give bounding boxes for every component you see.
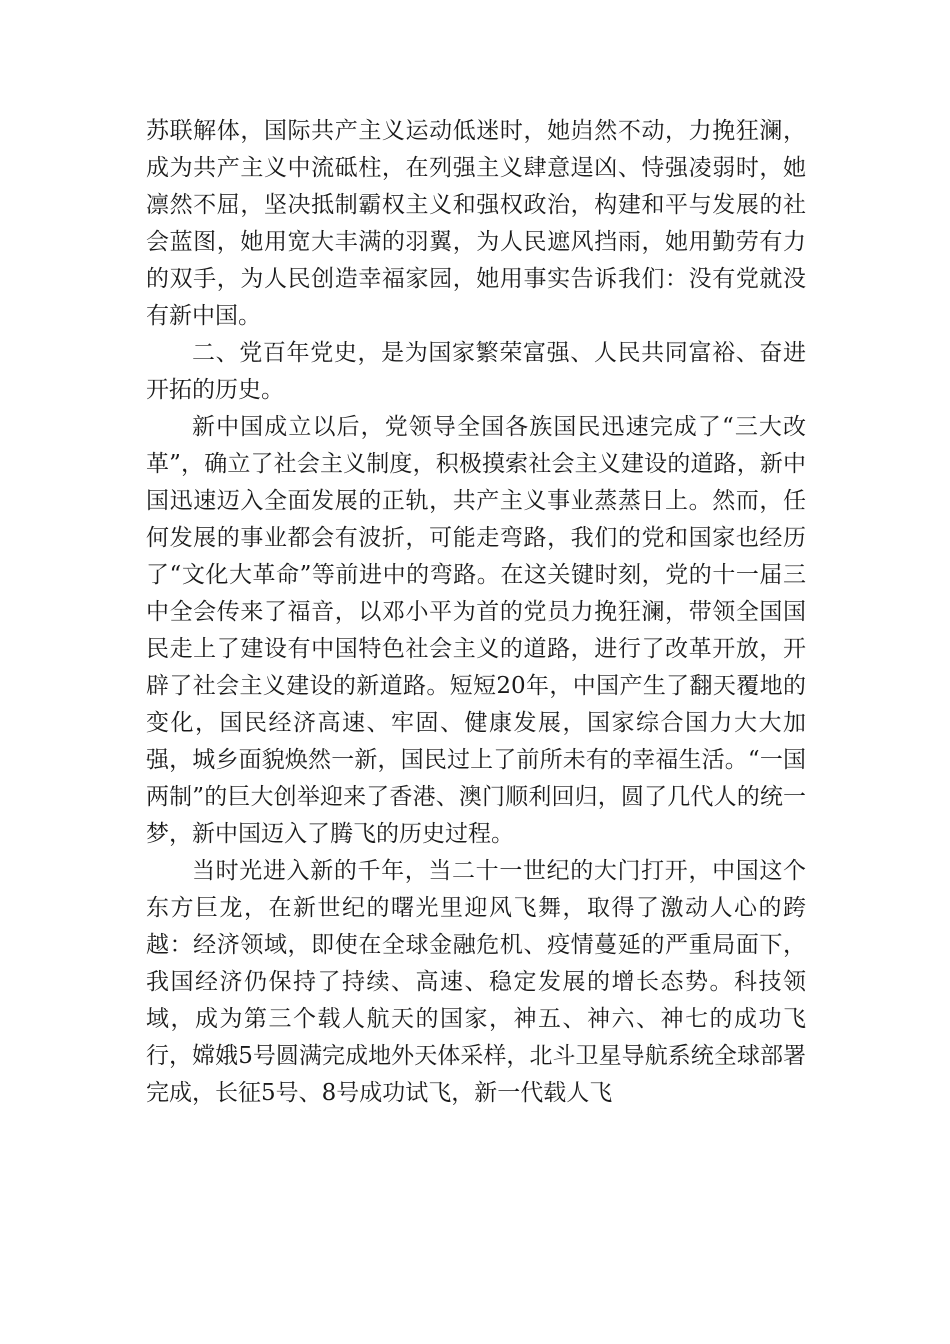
- paragraph-4: 当时光进入新的千年，当二十一世纪的大门打开，中国这个东方巨龙，在新世纪的曙光里迎风飞舞，取得了激动人心的跨越：经济领域，即使在全球金融危机、疫情蔓延的严重局面下，我国经济仍保持了持续、高速、稳定发展的增长态势。科技领域，成为第三个载人航天的国家，神五、神六、神七的成功飞行，嫦娥5号圆满完成地外天体采样，北斗卫星导航系统全球部署完成，长征5号、8号成功试飞，新一代载人飞: [146, 858, 806, 1106]
- document-body: [146, 113, 806, 1112]
- paragraph-2-section-heading: 二、党百年党史，是为国家繁荣富强、人民共同富裕、奋进开拓的历史。: [146, 340, 806, 403]
- paragraph-3: 新中国成立以后，党领导全国各族国民迅速完成了“三大改革”，确立了社会主义制度，积极摸索社会主义建设的道路，新中国迅速迈入全面发展的正轨，共产主义事业蒸蒸日上。然而，任何发展的事业都会有波折，可能走弯路，我们的党和国家也经历了“文化大革命”等前进中的弯路。在这关键时刻，党的十一届三中全会传来了福音，以邓小平为首的党员力挽狂澜，带领全国国民走上了建设有中国特色社会主义的道路，进行了改革开放，开辟了社会主义建设的新道路。短短20年，中国产生了翻天覆地的变化，国民经济高速、牢固、健康发展，国家综合国力大大加强，城乡面貌焕然一新，国民过上了前所未有的幸福生活。“一国两制”的巨大创举迎来了香港、澳门顺利回归，圆了几代人的统一梦，新中国迈入了腾飞的历史过程。: [146, 414, 806, 847]
- paragraph-1: 苏联解体，国际共产主义运动低迷时，她岿然不动，力挽狂澜，成为共产主义中流砥柱，在列强主义肆意逞凶、恃强凌弱时，她凛然不屈，坚决抵制霸权主义和强权政治，构建和平与发展的社会蓝图，她用宽大丰满的羽翼，为人民遮风挡雨，她用勤劳有力的双手，为人民创造幸福家园，她用事实告诉我们：没有党就没有新中国。: [146, 118, 806, 329]
